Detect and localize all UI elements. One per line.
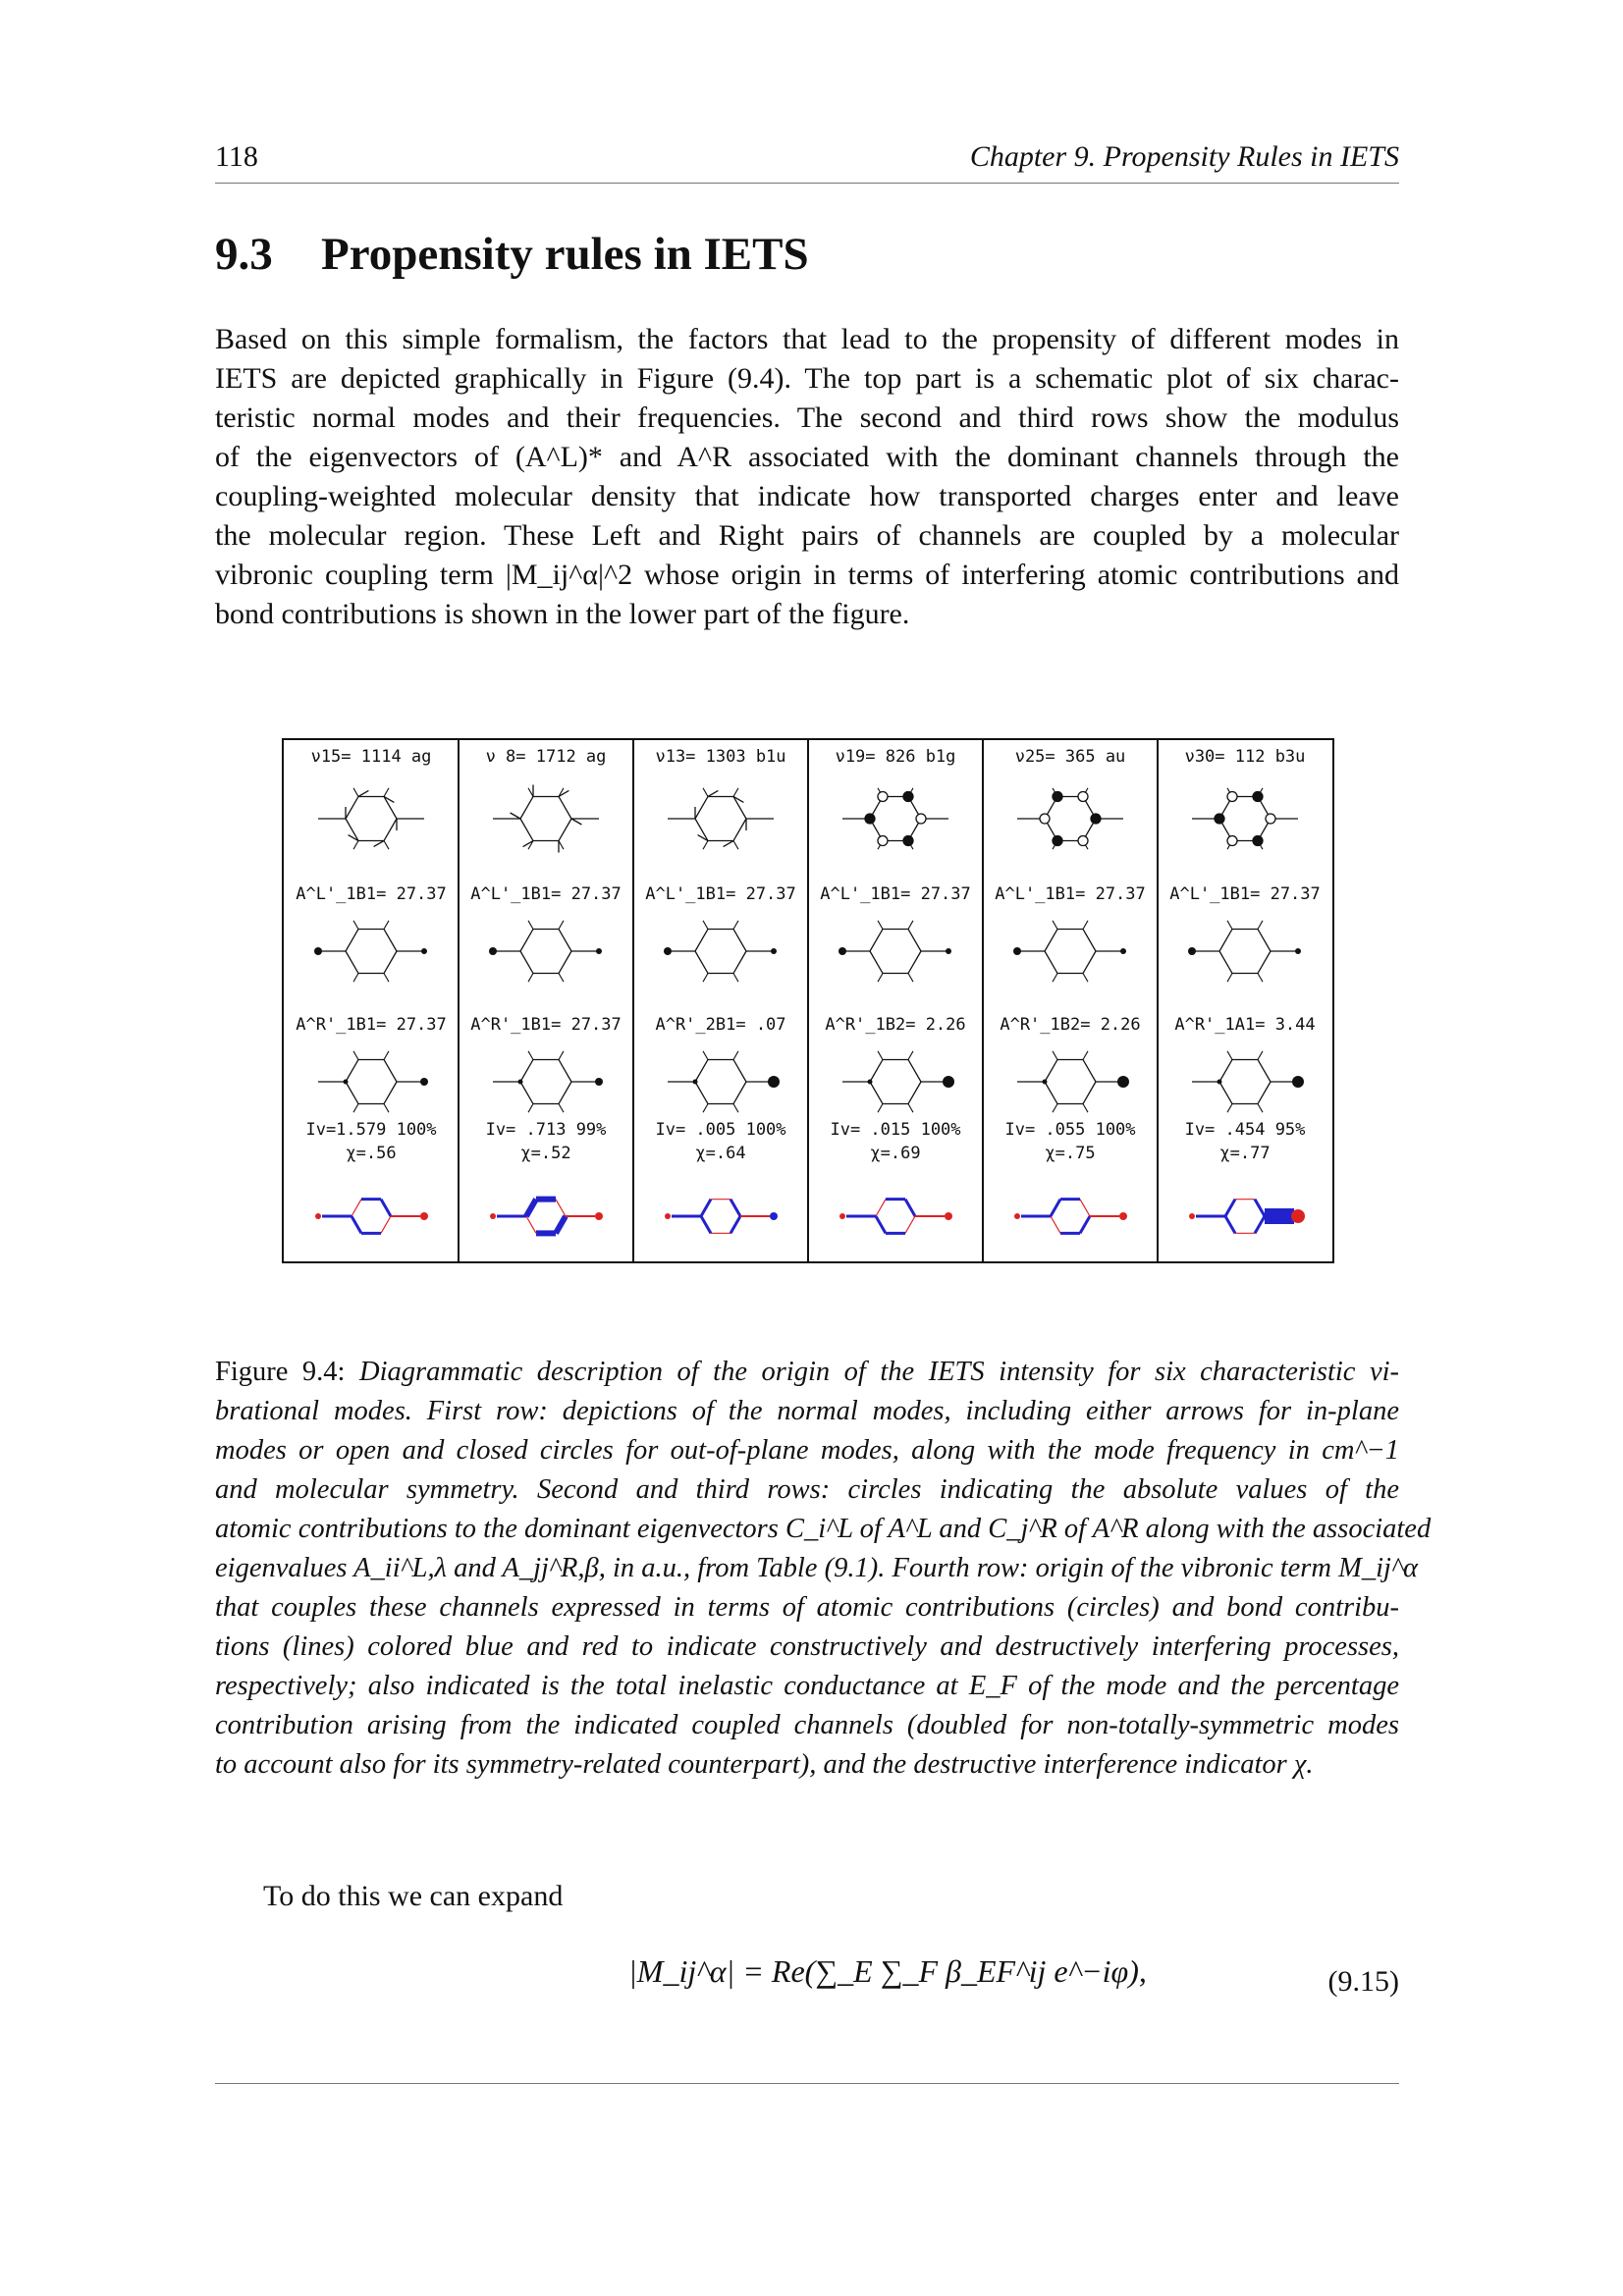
constructive-bond (352, 1216, 361, 1233)
left-eigenvalue-label: A^L'_1B1= 27.37 (296, 884, 447, 904)
atomic-contribution-dot (314, 947, 322, 955)
c-h-bond (703, 1104, 708, 1113)
c-h-bond (1227, 1104, 1232, 1113)
caption-line: respectively; also indicated is the total inelastic conductance at E_F of the mode and the percentage (215, 1671, 1399, 1701)
para-line: of the eigenvectors of (A^L)* and A^R associated with the dominant channels through the (215, 441, 1399, 473)
closed-circle (1053, 791, 1062, 801)
section-heading (215, 228, 809, 281)
constructive-bond (1255, 1200, 1265, 1216)
c-h-bond (353, 974, 358, 983)
c-h-bond (559, 1051, 564, 1060)
c-h-bond (1258, 1051, 1263, 1060)
atomic-contribution-dot (1120, 948, 1126, 954)
body-text: To do this we can expand (263, 1880, 564, 1912)
open-circle (878, 836, 888, 846)
left-eigenvalue-label: A^L'_1B1= 27.37 (645, 884, 796, 904)
atomic-contribution-dot (420, 1212, 428, 1220)
atomic-contribution-dot (1189, 1213, 1195, 1219)
atomic-contribution-dot (768, 1076, 780, 1088)
mode-frequency-label: ν19= 826 b1g (835, 747, 956, 767)
c-h-bond (384, 974, 389, 983)
caption-line: eigenvalues A_ii^L,λ and A_jj^R,β, in a.u., from Table (9.1). Fourth row: origin of the vibronic term M_ij^α (215, 1553, 1418, 1583)
closed-circle (865, 814, 875, 824)
atomic-contribution-dot (490, 1213, 496, 1219)
left-eigenvalue-label: A^L'_1B1= 27.37 (820, 884, 971, 904)
atomic-contribution-dot (945, 1212, 952, 1220)
footer-rule (215, 2083, 1399, 2084)
constructive-bond (701, 1216, 711, 1233)
atomic-contribution-dot (1043, 1080, 1048, 1085)
displacement-arrow (708, 790, 718, 796)
benzene-ring-mode (695, 796, 746, 840)
running-head: Chapter 9. Propensity Rules in IETS (969, 140, 1399, 173)
closed-circle (1053, 836, 1062, 846)
destructive-bond (905, 1216, 915, 1233)
c-h-bond (528, 1051, 533, 1060)
section-number: 9.3 (215, 229, 273, 280)
atomic-contribution-dot (489, 947, 497, 955)
c-h-bond (559, 974, 564, 983)
destructive-bond (381, 1216, 391, 1233)
c-h-bond (528, 921, 533, 930)
atomic-contribution-dot (421, 948, 427, 954)
benzene-ring-mode (870, 796, 921, 840)
c-h-bond (559, 841, 564, 850)
open-circle (916, 814, 926, 824)
c-h-bond (528, 1104, 533, 1113)
atomic-contribution-dot (868, 1080, 873, 1085)
benzene-ring-left (870, 929, 921, 973)
c-h-bond (908, 1104, 913, 1113)
caption-line: and molecular symmetry. Second and third rows: circles indicating the absolute values of the (215, 1474, 1399, 1505)
open-circle (1227, 791, 1237, 801)
benzene-ring-left (1219, 929, 1271, 973)
constructive-bond (876, 1216, 886, 1233)
c-h-bond (384, 1051, 389, 1060)
left-eigenvalue-label: A^L'_1B1= 27.37 (1169, 884, 1321, 904)
equation-9-15 (628, 1953, 1147, 1990)
benzene-ring-right (1045, 1059, 1096, 1103)
benzene-ring-right (1219, 1059, 1271, 1103)
open-circle (1266, 814, 1275, 824)
left-eigenvalue-label: A^L'_1B1= 27.37 (470, 884, 622, 904)
intensity-label: Iv= .005 100% (655, 1120, 786, 1140)
benzene-ring-mode (1045, 796, 1096, 840)
atomic-contribution-dot (420, 1078, 428, 1086)
chi-label: χ=.75 (1045, 1144, 1096, 1163)
right-eigenvalue-label: A^R'_2B1= .07 (655, 1015, 786, 1035)
mode-frequency-label: ν 8= 1712 ag (485, 747, 607, 767)
equation-rhs: = Re(∑_E ∑_F β_EF^ij e^−iφ), (742, 1953, 1147, 1989)
open-circle (1078, 791, 1088, 801)
chi-label: χ=.56 (346, 1144, 397, 1163)
chi-label: χ=.77 (1219, 1144, 1271, 1163)
atomic-contribution-dot (839, 1213, 845, 1219)
right-eigenvalue-label: A^R'_1B2= 2.26 (825, 1015, 966, 1035)
closed-circle (1253, 791, 1263, 801)
open-circle (878, 791, 888, 801)
benzene-ring-mode (1219, 796, 1271, 840)
mode-frequency-label: ν25= 365 au (1014, 747, 1126, 767)
displacement-arrow (358, 790, 368, 796)
atomic-contribution-dot (839, 947, 846, 955)
closed-circle (1091, 814, 1101, 824)
open-circle (1040, 814, 1050, 824)
atomic-contribution-dot (1292, 1076, 1304, 1088)
benzene-ring-right (870, 1059, 921, 1103)
atomic-contribution-dot (664, 947, 672, 955)
header-rule (215, 183, 1399, 184)
caption-text: Diagrammatic description of the origin of the IETS intensity for six characteristic vi- (358, 1357, 1400, 1387)
atomic-contribution-dot (1013, 947, 1021, 955)
caption-line: modes or open and closed circles for out-of-plane modes, along with the mode frequency in cm^−1 (215, 1435, 1399, 1466)
intensity-label: Iv= .015 100% (830, 1120, 961, 1140)
right-eigenvalue-label: A^R'_1B1= 27.37 (296, 1015, 447, 1035)
intensity-label: Iv=1.579 100% (305, 1120, 437, 1140)
equation-lhs: |M_ij^α| (628, 1953, 735, 1989)
atomic-contribution-dot (665, 1213, 671, 1219)
c-h-bond (878, 974, 883, 983)
c-h-bond (703, 974, 708, 983)
intro-paragraph (215, 320, 1399, 634)
benzene-ring-right (346, 1059, 397, 1103)
c-h-bond (878, 1104, 883, 1113)
c-h-bond (1227, 921, 1232, 930)
right-eigenvalue-label: A^R'_1A1= 3.44 (1174, 1015, 1316, 1035)
c-h-bond (703, 1051, 708, 1060)
displacement-arrow (374, 841, 384, 847)
atomic-contribution-dot (596, 948, 602, 954)
c-h-bond (384, 921, 389, 930)
destructive-bond (556, 1200, 566, 1216)
c-h-bond (528, 974, 533, 983)
benzene-ring-mode (346, 796, 397, 840)
c-h-bond (733, 841, 738, 850)
closed-circle (903, 836, 913, 846)
destructive-bond (1051, 1216, 1060, 1233)
caption-line: atomic contributions to the dominant eigenvectors C_i^L of A^L and C_j^R of A^R along with the associated (215, 1514, 1432, 1544)
atomic-contribution-dot (946, 948, 951, 954)
para-line: the molecular region. These Left and Right pairs of channels are coupled by a molecular (215, 519, 1399, 552)
constructive-bond (1051, 1200, 1060, 1216)
para-line: coupling-weighted molecular density that indicate how transported charges enter and leave (215, 480, 1399, 512)
right-eigenvalue-label: A^R'_1B1= 27.37 (470, 1015, 622, 1035)
c-h-bond (559, 921, 564, 930)
open-circle (1227, 836, 1237, 846)
constructive-bond (730, 1200, 740, 1216)
atomic-contribution-dot (770, 1212, 778, 1220)
caption-line: brational modes. First row: depictions of the normal modes, including either arrows for in-plane (215, 1396, 1399, 1426)
constructive-bond (381, 1200, 391, 1216)
mode-frequency-label: ν13= 1303 b1u (655, 747, 786, 767)
atomic-contribution-dot (1217, 1080, 1222, 1085)
c-h-bond (733, 1104, 738, 1113)
page-number: 118 (215, 140, 258, 173)
figure-diagram (284, 740, 1332, 1261)
chi-label: χ=.64 (695, 1144, 746, 1163)
constructive-bond (730, 1216, 740, 1233)
figure-panel (282, 738, 1334, 1263)
c-h-bond (908, 1051, 913, 1060)
c-h-bond (1227, 974, 1232, 983)
destructive-bond (1080, 1200, 1090, 1216)
caption-line: that couples these channels expressed in terms of atomic contributions (circles) and bond contribu- (215, 1592, 1399, 1623)
c-h-bond (1053, 921, 1057, 930)
atomic-contribution-dot (1291, 1209, 1305, 1223)
mode-frequency-label: ν15= 1114 ag (310, 747, 432, 767)
c-h-bond (1083, 1051, 1088, 1060)
atomic-contribution-dot (518, 1080, 523, 1085)
c-h-bond (1053, 1051, 1057, 1060)
benzene-ring-left (346, 929, 397, 973)
closed-circle (1215, 814, 1224, 824)
equation-number: (9.15) (1327, 1965, 1399, 1998)
para-line: Based on this simple formalism, the factors that lead to the propensity of different modes in (215, 323, 1399, 355)
constructive-bond (905, 1200, 915, 1216)
atomic-contribution-dot (693, 1080, 698, 1085)
c-h-bond (1258, 1104, 1263, 1113)
para-line: teristic normal modes and their frequencies. The second and third rows show the modulus (215, 401, 1399, 434)
benzene-ring-right (520, 1059, 571, 1103)
chi-label: χ=.69 (870, 1144, 921, 1163)
atomic-contribution-dot (1119, 1212, 1127, 1220)
c-h-bond (733, 974, 738, 983)
chi-label: χ=.52 (520, 1144, 571, 1163)
c-h-bond (878, 1051, 883, 1060)
c-h-bond (1083, 921, 1088, 930)
c-h-bond (384, 788, 389, 797)
atomic-contribution-dot (1295, 948, 1301, 954)
c-h-bond (1258, 974, 1263, 983)
c-h-bond (384, 1104, 389, 1113)
intensity-label: Iv= .055 100% (1004, 1120, 1136, 1140)
constructive-bond (556, 1216, 566, 1233)
c-h-bond (1053, 1104, 1057, 1113)
atomic-contribution-dot (1014, 1213, 1020, 1219)
para-line: vibronic coupling term |M_ij^α|^2 whose origin in terms of interfering atomic contributions and (215, 559, 1399, 591)
destructive-bond (526, 1216, 536, 1233)
displacement-arrow (571, 819, 581, 825)
constructive-bond (1225, 1200, 1235, 1216)
c-h-bond (1227, 1051, 1232, 1060)
section-title: Propensity rules in IETS (321, 229, 809, 280)
figure-caption (215, 1353, 1432, 1785)
c-h-bond (1083, 1104, 1088, 1113)
c-h-bond (384, 841, 389, 850)
closed-circle (1253, 836, 1263, 846)
destructive-bond (876, 1200, 886, 1216)
c-h-bond (1053, 974, 1057, 983)
caption-label: Figure 9.4: (215, 1357, 346, 1387)
constructive-bond (701, 1200, 711, 1216)
atomic-contribution-dot (595, 1078, 603, 1086)
constructive-bond (1080, 1216, 1090, 1233)
atomic-contribution-dot (315, 1213, 321, 1219)
c-h-bond (353, 841, 358, 850)
open-circle (1078, 836, 1088, 846)
benzene-ring-left (1045, 929, 1096, 973)
mode-frequency-label: ν30= 112 b3u (1184, 747, 1306, 767)
caption-line: to account also for its symmetry-related counterpart), and the destructive interference indicator χ. (215, 1749, 1314, 1780)
atomic-contribution-dot (344, 1080, 349, 1085)
displacement-arrow (511, 813, 520, 819)
benzene-ring-left (695, 929, 746, 973)
c-h-bond (353, 788, 358, 797)
constructive-bond (1255, 1216, 1265, 1233)
c-h-bond (353, 1051, 358, 1060)
c-h-bond (908, 921, 913, 930)
atomic-contribution-dot (1188, 947, 1196, 955)
right-eigenvalue-label: A^R'_1B2= 2.26 (1000, 1015, 1141, 1035)
c-h-bond (528, 788, 533, 797)
c-h-bond (559, 1104, 564, 1113)
para-line: IETS are depicted graphically in Figure (9.4). The top part is a schematic plot of six charac- (215, 362, 1399, 395)
displacement-arrow (724, 841, 733, 847)
caption-line: tions (lines) colored blue and red to indicate constructively and destructively interfering processes, (215, 1631, 1399, 1662)
atomic-contribution-dot (943, 1076, 954, 1088)
caption-line (215, 1353, 1399, 1392)
atomic-contribution-dot (595, 1212, 603, 1220)
constructive-bond (526, 1200, 536, 1216)
constructive-bond (1225, 1216, 1235, 1233)
destructive-bond (352, 1200, 361, 1216)
left-eigenvalue-label: A^L'_1B1= 27.37 (995, 884, 1146, 904)
benzene-ring-left (520, 929, 571, 973)
intensity-label: Iv= .713 99% (485, 1120, 607, 1140)
closed-circle (903, 791, 913, 801)
atomic-contribution-dot (771, 948, 777, 954)
c-h-bond (353, 921, 358, 930)
c-h-bond (733, 921, 738, 930)
c-h-bond (908, 974, 913, 983)
benzene-ring-mode (520, 796, 571, 840)
atomic-contribution-dot (1117, 1076, 1129, 1088)
intensity-label: Iv= .454 95% (1184, 1120, 1306, 1140)
c-h-bond (733, 1051, 738, 1060)
c-h-bond (1083, 974, 1088, 983)
c-h-bond (703, 841, 708, 850)
c-h-bond (353, 1104, 358, 1113)
c-h-bond (878, 921, 883, 930)
benzene-ring-right (695, 1059, 746, 1103)
c-h-bond (733, 788, 738, 797)
para-line: bond contributions is shown in the lower part of the figure. (215, 598, 910, 630)
c-h-bond (703, 788, 708, 797)
c-h-bond (1258, 921, 1263, 930)
c-h-bond (703, 921, 708, 930)
caption-line: contribution arising from the indicated coupled channels (doubled for non-totally-symmetric modes (215, 1710, 1399, 1740)
